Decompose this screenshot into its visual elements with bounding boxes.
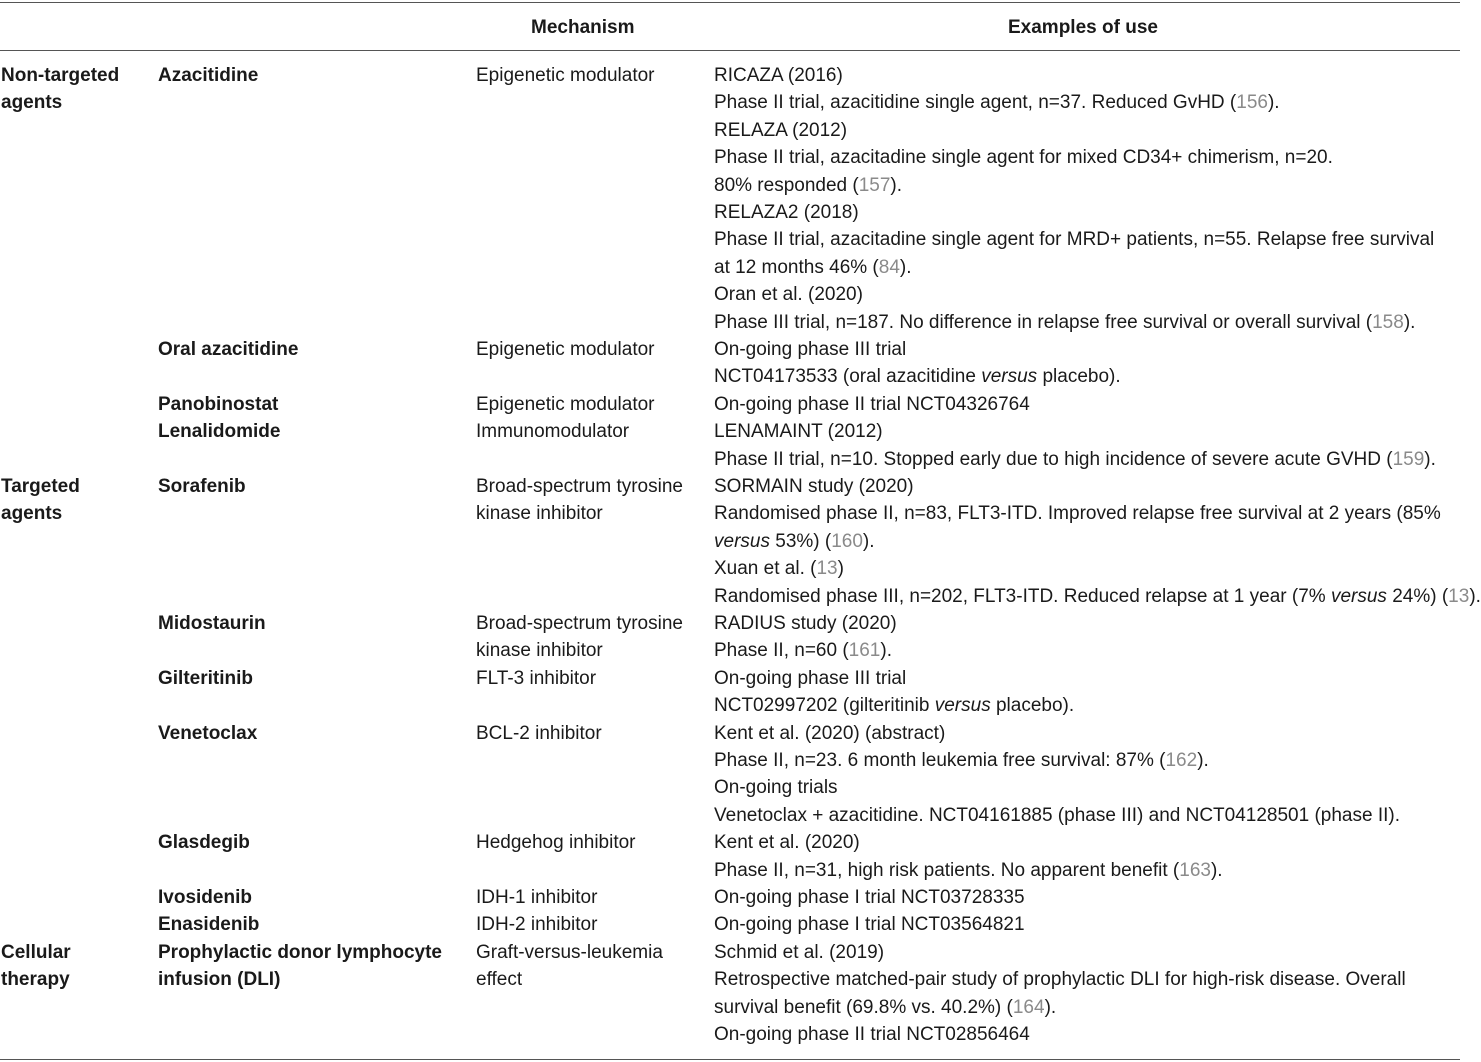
text-segment: SORMAIN study (2020) xyxy=(714,476,914,497)
text-segment: Kent et al. (2020) xyxy=(714,832,860,854)
table-bottom-rule xyxy=(0,1059,1460,1060)
mechanism-text: kinase inhibitor xyxy=(476,640,603,662)
text-segment: ). xyxy=(1403,311,1416,333)
text-segment: On-going phase II trial NCT04326764 xyxy=(714,393,1030,415)
text-segment: NCT04173533 (oral azacitidine xyxy=(714,366,982,388)
text-segment: Phase II, n=60 ( xyxy=(714,640,849,662)
example-line xyxy=(714,172,902,199)
example-line xyxy=(714,802,1400,829)
drug-name: Midostaurin xyxy=(158,613,266,634)
category-label: Cellular xyxy=(1,941,71,963)
mechanism-text: effect xyxy=(476,969,523,991)
example-line xyxy=(714,1021,1030,1048)
text-segment: ). xyxy=(890,174,903,196)
example-line xyxy=(714,829,860,856)
text-segment: On-going phase I trial NCT03564821 xyxy=(714,914,1025,936)
drug-name: Oral azacitidine xyxy=(158,339,299,360)
italic-text: versus xyxy=(714,530,770,552)
reference-number: 159 xyxy=(1392,448,1425,470)
text-segment: at 12 months 46% ( xyxy=(714,256,879,278)
text-segment: On-going phase III trial xyxy=(714,339,907,360)
text-segment: RICAZA (2016) xyxy=(714,65,843,86)
text-segment: Phase II, n=23. 6 month leukemia free survival: 87% ( xyxy=(714,750,1166,771)
drug-name: Glasdegib xyxy=(158,832,250,854)
drug-name: Ivosidenib xyxy=(158,887,252,908)
category-label: Non-targeted xyxy=(1,65,120,86)
mechanism-text: Hedgehog inhibitor xyxy=(476,832,636,854)
example-line xyxy=(714,994,1056,1021)
text-segment: Retrospective matched-pair study of prophylactic DLI for high-risk disease. Overall xyxy=(714,969,1406,991)
text-segment: 80% responded ( xyxy=(714,174,859,196)
column-header-mechanism: Mechanism xyxy=(531,17,635,38)
example-line xyxy=(714,692,1074,719)
text-segment: LENAMAINT (2012) xyxy=(714,421,883,443)
example-line xyxy=(714,446,1436,473)
category-label: Targeted xyxy=(1,476,80,497)
text-segment: On-going phase II trial NCT02856464 xyxy=(714,1024,1030,1045)
header-bottom-rule xyxy=(0,50,1460,51)
text-segment: Randomised phase II, n=83, FLT3-ITD. Improved relapse free survival at 2 years (85% xyxy=(714,503,1441,525)
reference-number: 13 xyxy=(1448,585,1470,607)
reference-number: 160 xyxy=(831,530,863,552)
text-segment: On-going phase III trial xyxy=(714,667,907,689)
example-line xyxy=(714,254,912,281)
text-segment: survival benefit (69.8% vs. 40.2%) ( xyxy=(714,996,1013,1018)
example-line xyxy=(714,89,1280,116)
text-segment: Kent et al. (2020) (abstract) xyxy=(714,722,946,744)
drug-name: Panobinostat xyxy=(158,393,279,415)
example-line xyxy=(714,911,1025,938)
example-line xyxy=(714,528,875,555)
text-segment: Venetoclax + azacitidine. NCT04161885 (phase III) and NCT04128501 (phase II). xyxy=(714,804,1401,826)
text-segment: ). xyxy=(1044,996,1057,1018)
example-line xyxy=(714,144,1333,171)
drug-name: Prophylactic donor lymphocyte xyxy=(158,941,442,963)
text-segment: Phase II, n=31, high risk patients. No apparent benefit ( xyxy=(714,859,1180,881)
italic-text: versus xyxy=(1330,585,1387,607)
text-segment: Xuan et al. ( xyxy=(714,558,817,580)
example-line xyxy=(714,610,897,637)
mechanism-text: Immunomodulator xyxy=(476,421,630,443)
text-segment: Phase II trial, azacitadine single agent for mixed CD34+ chimerism, n=20. xyxy=(714,147,1333,169)
mechanism-text: kinase inhibitor xyxy=(476,503,603,525)
mechanism-text: Epigenetic modulator xyxy=(476,339,655,360)
text-segment: Phase II trial, azacitidine single agent, n=37. Reduced GvHD ( xyxy=(714,92,1237,114)
category-label: agents xyxy=(1,92,63,114)
example-line xyxy=(714,665,906,692)
example-line xyxy=(714,336,906,363)
drug-name: infusion (DLI) xyxy=(158,969,281,991)
text-segment: On-going phase I trial NCT03728335 xyxy=(714,887,1025,908)
drug-name: Lenalidomide xyxy=(158,421,281,443)
text-segment: Phase III trial, n=187. No difference in relapse free survival or overall survival ( xyxy=(714,311,1373,333)
text-segment: ). xyxy=(899,256,912,278)
drug-name: Azacitidine xyxy=(158,65,259,86)
example-line xyxy=(714,391,1030,418)
text-segment: Randomised phase III, n=202, FLT3-ITD. Reduced relapse at 1 year (7% xyxy=(714,585,1331,607)
italic-text: versus xyxy=(934,695,991,717)
example-line xyxy=(714,281,863,308)
example-line xyxy=(714,884,1025,911)
text-segment: ). xyxy=(1424,448,1436,470)
text-segment: ). xyxy=(862,530,875,552)
example-line xyxy=(714,637,892,664)
mechanism-text: Epigenetic modulator xyxy=(476,65,655,86)
drug-name: Sorafenib xyxy=(158,476,246,497)
example-line xyxy=(714,939,884,966)
text-segment: Phase II trial, azacitadine single agent for MRD+ patients, n=55. Relapse free survival xyxy=(714,229,1435,251)
text-segment: ). xyxy=(1197,750,1209,771)
category-label: agents xyxy=(1,503,63,525)
drug-name: Venetoclax xyxy=(158,722,258,744)
reference-number: 164 xyxy=(1012,996,1045,1018)
italic-text: versus xyxy=(981,366,1038,388)
table-top-rule xyxy=(0,2,1460,3)
reference-number: 84 xyxy=(878,256,900,278)
reference-number: 156 xyxy=(1236,92,1268,114)
example-line xyxy=(714,857,1223,884)
text-segment: RADIUS study (2020) xyxy=(714,613,897,634)
text-segment: NCT02997202 (gilteritinib xyxy=(714,695,935,717)
reference-number: 157 xyxy=(858,174,891,196)
text-segment: Schmid et al. (2019) xyxy=(714,941,885,963)
text-segment: placebo). xyxy=(1037,366,1121,388)
text-segment: ). xyxy=(1210,859,1223,881)
text-segment: 24%) ( xyxy=(1386,585,1449,607)
example-line xyxy=(714,117,847,144)
example-line xyxy=(714,473,914,500)
text-segment: RELAZA2 (2018) xyxy=(714,202,859,223)
text-segment: Phase II trial, n=10. Stopped early due to high incidence of severe acute GVHD ( xyxy=(714,448,1393,470)
example-line xyxy=(714,309,1415,336)
text-segment: RELAZA (2012) xyxy=(714,119,848,141)
mechanism-text: Broad-spectrum tyrosine xyxy=(476,476,683,497)
category-label: therapy xyxy=(1,969,70,991)
example-line xyxy=(714,62,843,89)
reference-number: 158 xyxy=(1372,311,1404,333)
column-header-examples: Examples of use xyxy=(1008,17,1158,38)
mechanism-text: Epigenetic modulator xyxy=(476,393,655,415)
mechanism-text: IDH-1 inhibitor xyxy=(476,887,598,908)
text-segment: ). xyxy=(880,640,892,662)
example-line xyxy=(714,774,838,801)
text-segment: Oran et al. (2020) xyxy=(714,284,863,306)
mechanism-text: FLT-3 inhibitor xyxy=(476,667,597,689)
example-line xyxy=(714,966,1406,993)
example-line xyxy=(714,747,1209,774)
text-segment: ) xyxy=(837,558,844,580)
example-line xyxy=(714,555,844,582)
reference-number: 163 xyxy=(1179,859,1211,881)
text-segment: On-going trials xyxy=(714,777,838,799)
example-line xyxy=(714,226,1434,253)
text-segment: ). xyxy=(1267,92,1280,114)
mechanism-text: Graft-versus-leukemia xyxy=(476,941,663,963)
example-line xyxy=(714,199,859,226)
reference-number: 13 xyxy=(816,558,838,580)
reference-number: 161 xyxy=(848,640,881,662)
mechanism-text: BCL-2 inhibitor xyxy=(476,722,602,744)
drug-name: Gilteritinib xyxy=(158,667,253,689)
example-line xyxy=(714,583,1481,610)
text-segment: 53%) ( xyxy=(769,530,832,552)
mechanism-text: IDH-2 inhibitor xyxy=(476,914,598,936)
example-line xyxy=(714,418,883,445)
example-line xyxy=(714,720,945,747)
text-segment: placebo). xyxy=(990,695,1075,717)
example-line xyxy=(714,363,1121,390)
reference-number: 162 xyxy=(1165,750,1198,771)
drug-name: Enasidenib xyxy=(158,914,260,936)
text-segment: ). xyxy=(1469,585,1481,607)
example-line xyxy=(714,500,1441,527)
mechanism-text: Broad-spectrum tyrosine xyxy=(476,613,683,634)
